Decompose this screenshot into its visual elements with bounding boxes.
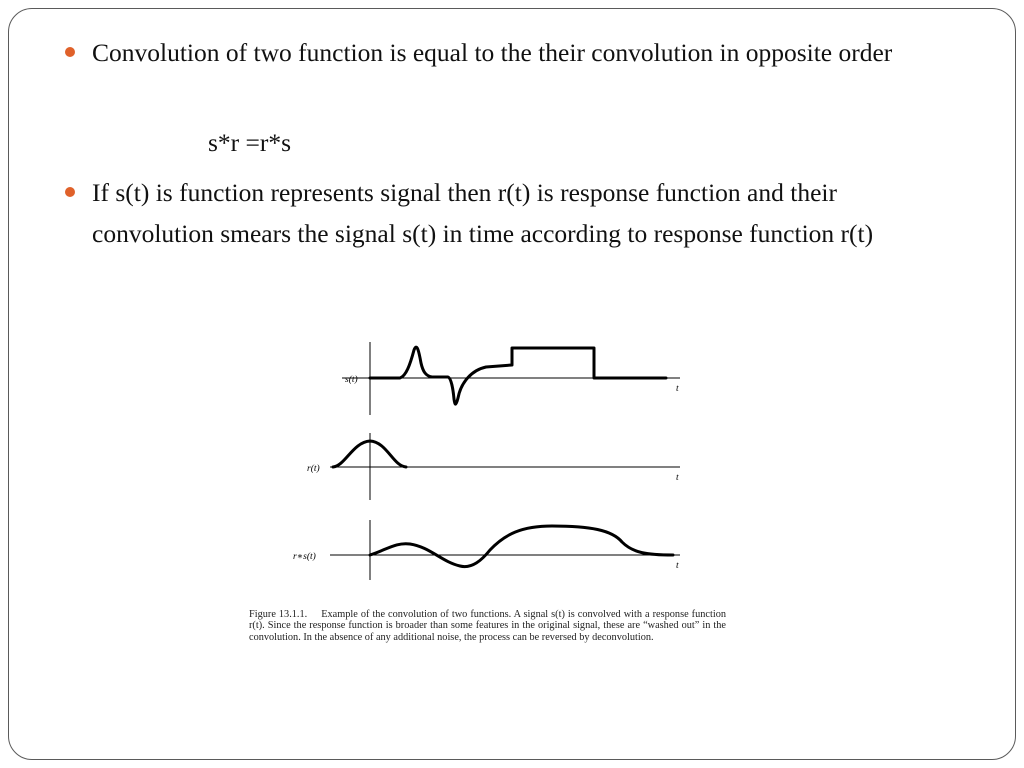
time-axis-label: t (676, 561, 679, 571)
response-label: r(t) (307, 464, 320, 474)
signal-label: s(t) (345, 375, 358, 385)
signal-curve (370, 347, 666, 404)
bullet-signal-response (92, 172, 962, 254)
convolution-figure (290, 330, 700, 580)
bullet-text: If s(t) is function represents signal then r(t) is response function and their convolution smears the signal s(t) in time according to response function r(t) (92, 178, 874, 248)
figure-number: Figure 13.1.1. (249, 609, 308, 620)
time-axis-label: t (676, 473, 679, 483)
commutativity-formula: s*r =r*s (208, 128, 292, 157)
caption-text: Example of the convolution of two functions. A signal s(t) is convolved with a response function r(t). Since the response function is broader than some features in the original signal, these are “washed out” in the convolution. In the absence of any additional noise, the process can be reversed by deconvolution. (249, 609, 726, 643)
bullet-dot-icon (65, 187, 75, 197)
convolution-label: r∗s(t) (293, 552, 316, 562)
bullet-dot-icon (65, 47, 75, 57)
bullet-text: Convolution of two function is equal to the their convolution in opposite order (92, 38, 893, 67)
time-axis-label: t (676, 384, 679, 394)
bullet-convolution-commutative (92, 32, 962, 73)
figure-caption (249, 609, 726, 643)
convolution-curve (370, 526, 673, 567)
